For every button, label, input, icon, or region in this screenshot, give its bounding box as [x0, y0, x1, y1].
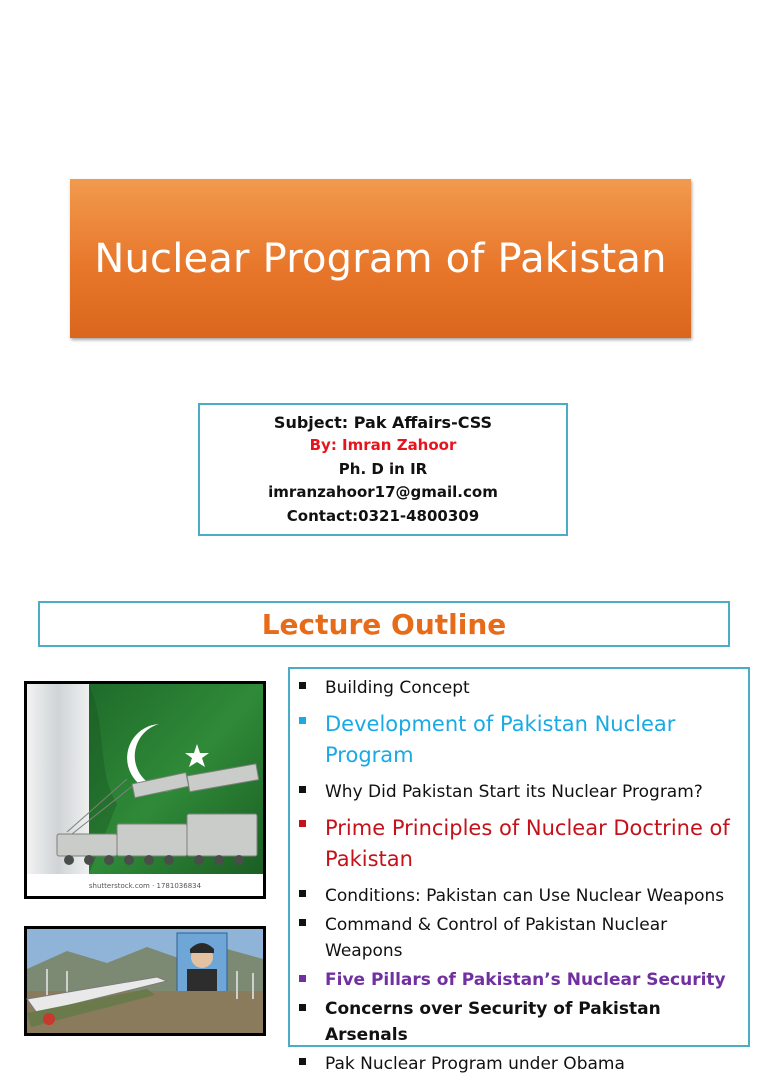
list-item: [290, 709, 738, 771]
bullet-icon: [299, 975, 306, 982]
author-info-box: [198, 403, 568, 536]
list-item-text: Concerns over Security of Pakistan Arsenals: [325, 999, 661, 1045]
bullet-icon: [299, 786, 306, 793]
outline-list-box: [288, 667, 750, 1074]
author-line: By: Imran Zahoor: [309, 436, 457, 455]
degree-line: Ph. D in IR: [338, 459, 428, 478]
outline-list: [290, 669, 748, 1077]
list-item-text: Development of Pakistan Nuclear Program: [325, 712, 676, 767]
bullet-icon: [299, 890, 306, 897]
list-item: [290, 883, 738, 909]
list-item-text: Pak Nuclear Program under Obama: [325, 1054, 625, 1074]
list-item-text: Conditions: Pakistan can Use Nuclear Weapons: [325, 886, 725, 906]
parade-portrait-image: [24, 926, 266, 1036]
outline-heading: Lecture Outline: [261, 607, 507, 641]
slide-title: Nuclear Program of Pakistan: [94, 235, 667, 282]
bullet-icon: [299, 919, 306, 926]
parade-portrait-illustration: [27, 929, 263, 1033]
list-item-text: Five Pillars of Pakistan’s Nuclear Security: [325, 970, 726, 990]
list-item: [290, 675, 738, 701]
bullet-icon: [299, 717, 306, 724]
flag-missiles-image: [24, 681, 266, 899]
list-item-text: Why Did Pakistan Start its Nuclear Program?: [325, 782, 703, 802]
outline-heading-box: [38, 601, 730, 647]
list-item: [290, 1051, 738, 1077]
title-banner: [70, 179, 691, 338]
list-item: [290, 996, 738, 1048]
contact-line: Contact:0321-4800309: [286, 506, 480, 525]
flag-missiles-illustration: [27, 684, 263, 896]
list-item: [290, 779, 738, 805]
list-item: [290, 813, 738, 875]
email-line: imranzahoor17@gmail.com: [268, 483, 498, 502]
list-item: [290, 967, 738, 993]
list-item-text: Prime Principles of Nuclear Doctrine of Pakistan: [325, 816, 730, 871]
list-item-text: Command & Control of Pakistan Nuclear Weapons: [325, 915, 668, 961]
bullet-icon: [299, 1004, 306, 1011]
subject-line: Subject: Pak Affairs-CSS: [273, 412, 493, 432]
bullet-icon: [299, 1058, 306, 1065]
photo-caption: shutterstock.com · 1781036834: [88, 882, 202, 890]
list-item: [290, 912, 738, 964]
list-item-text: Building Concept: [325, 678, 470, 698]
bullet-icon: [299, 682, 306, 689]
bullet-icon: [299, 820, 306, 827]
